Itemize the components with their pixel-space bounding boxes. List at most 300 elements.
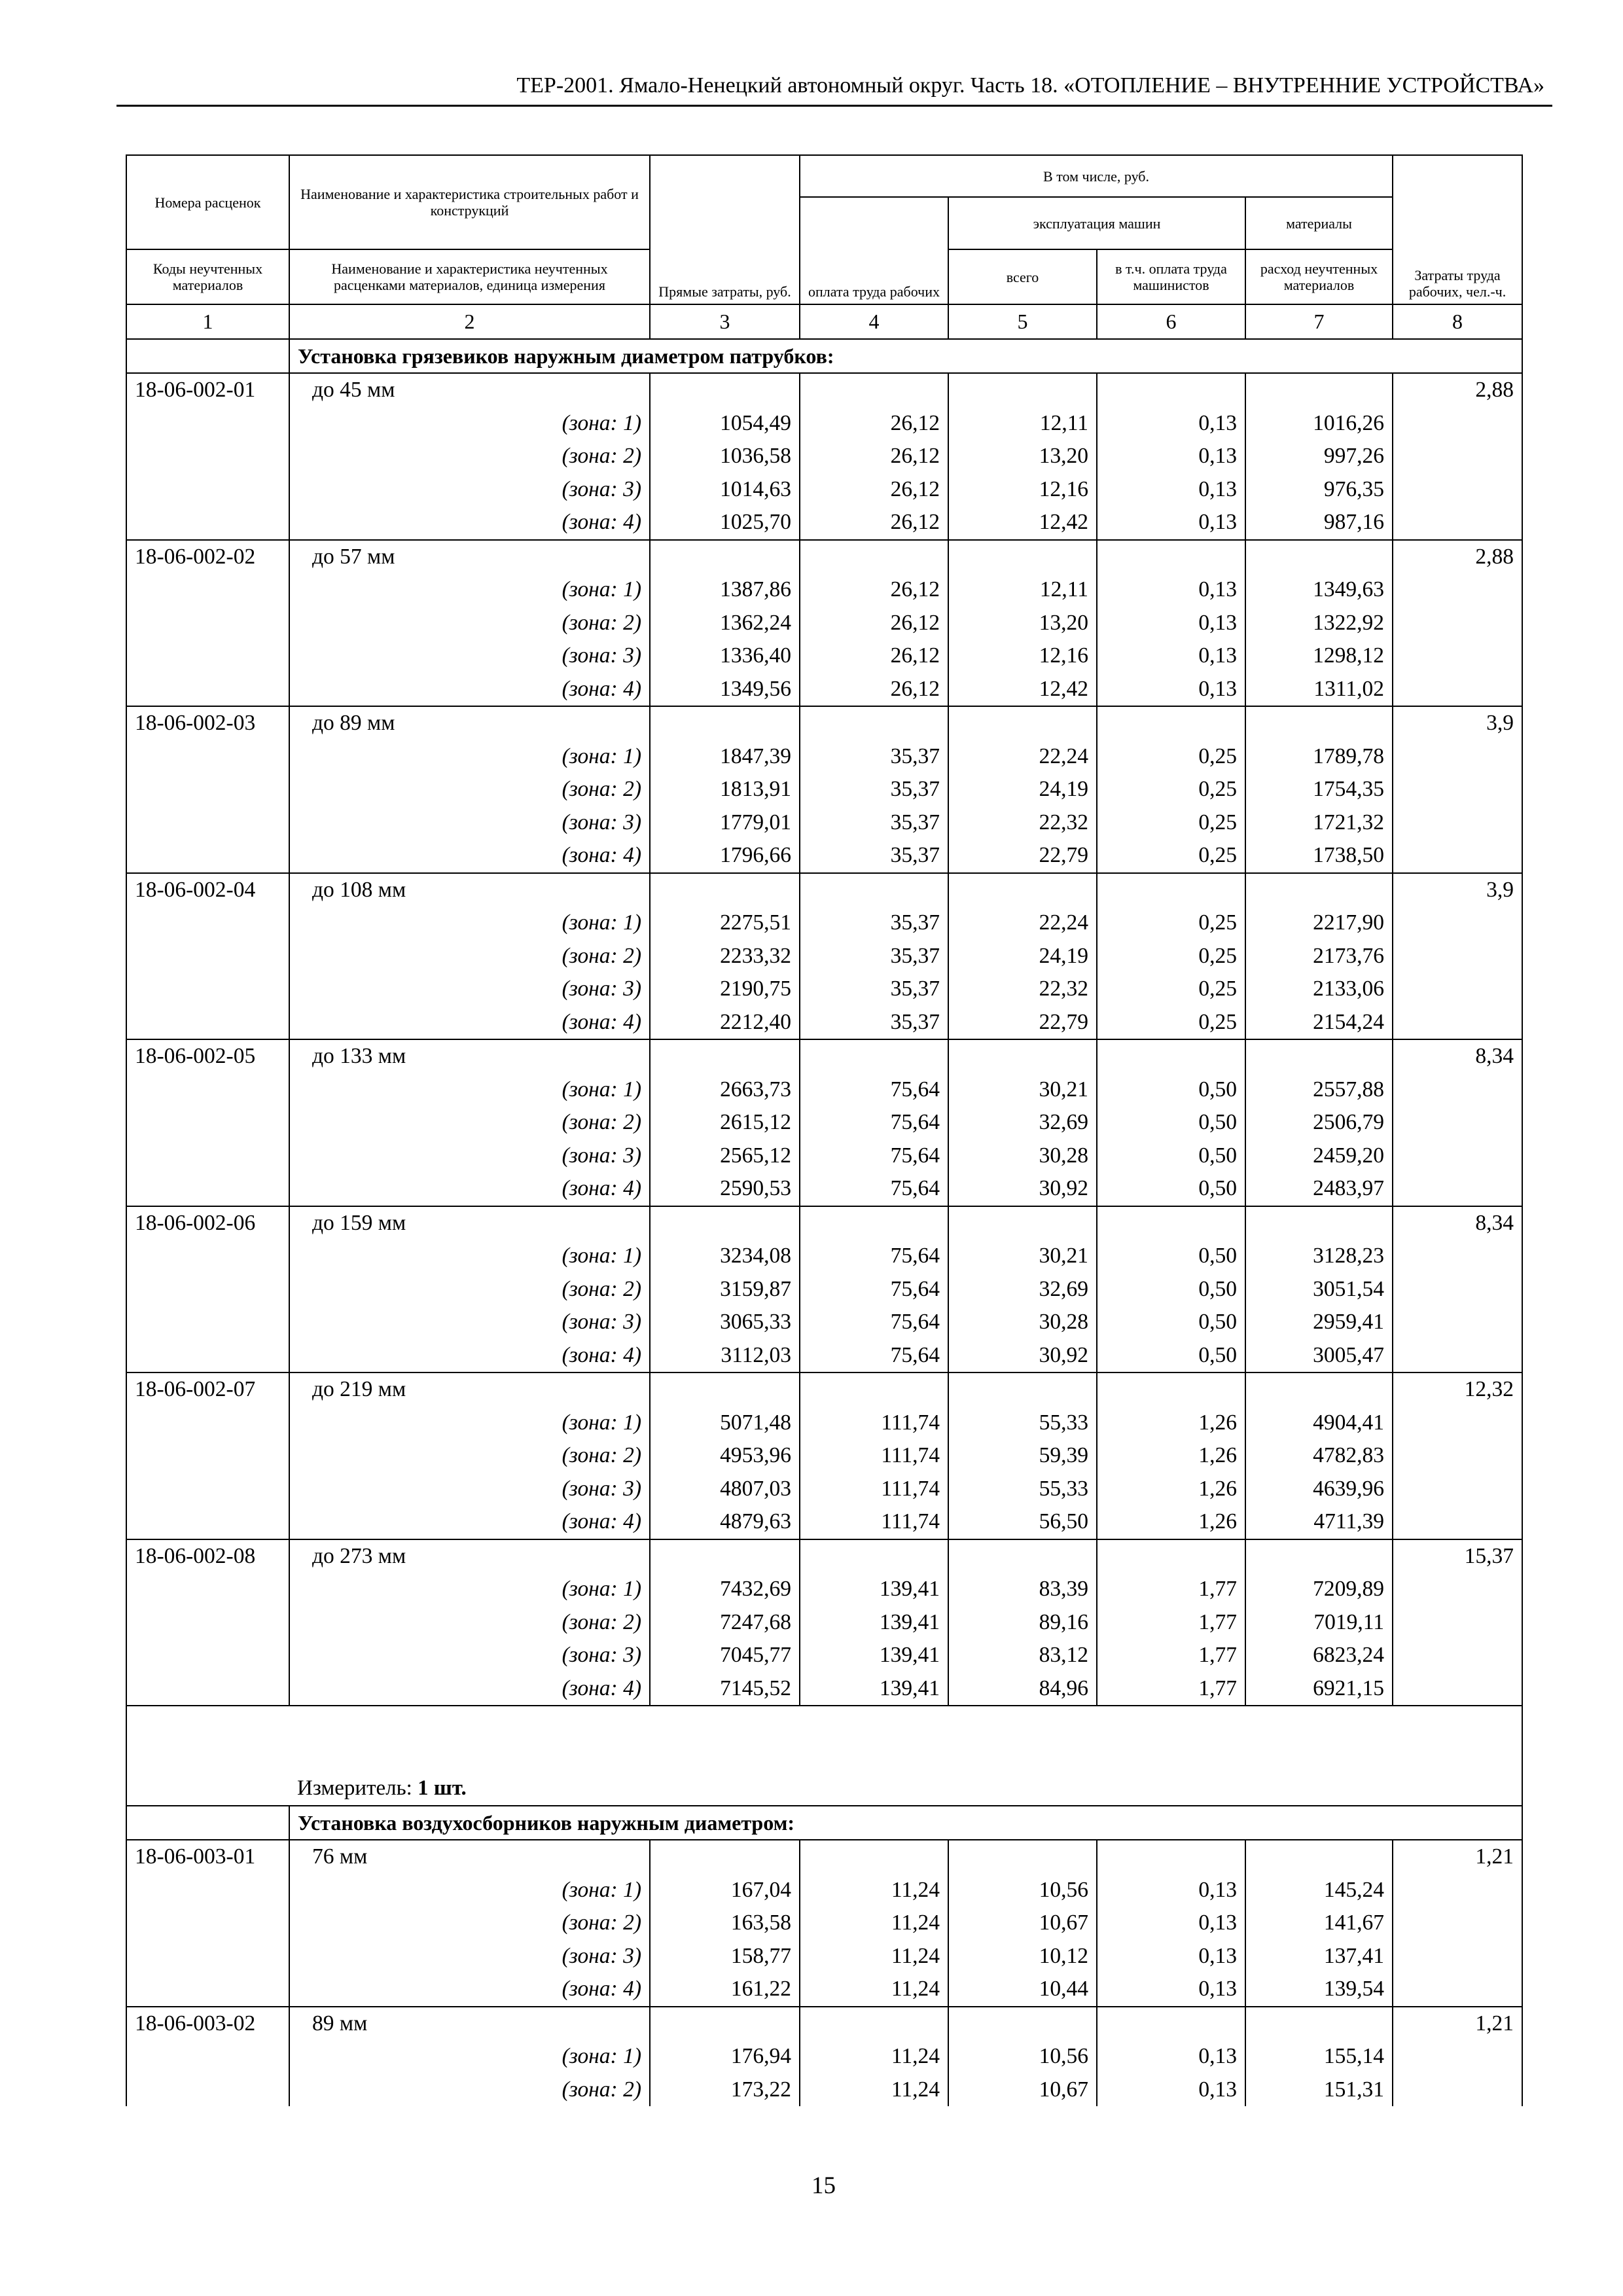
labor-cost: 2,88 <box>1393 373 1522 407</box>
column-number: 2 <box>289 304 650 339</box>
machines-cost: 30,28 <box>948 1306 1097 1339</box>
machines-cost: 12,16 <box>948 473 1097 507</box>
labor-cost: 1,21 <box>1393 1840 1522 1874</box>
zone-label: (зона: 4) <box>289 1505 650 1539</box>
empty-cell <box>1097 2007 1245 2041</box>
empty-cell <box>1245 706 1393 740</box>
labor-cell <box>1393 1407 1522 1440</box>
table-row <box>126 1139 1522 1173</box>
direct-cost: 7145,52 <box>650 1672 800 1706</box>
direct-cost: 2190,75 <box>650 973 800 1006</box>
direct-cost: 1362,24 <box>650 607 800 640</box>
empty-cell <box>800 540 948 574</box>
labor-cell <box>1393 639 1522 673</box>
direct-cost: 4879,63 <box>650 1505 800 1539</box>
zone-label: (зона: 2) <box>289 1439 650 1473</box>
table-row <box>126 706 1522 740</box>
empty-cell <box>800 1039 948 1073</box>
rate-code: 18-06-002-08 <box>126 1539 289 1573</box>
labor-cell <box>1393 806 1522 840</box>
empty-cell <box>650 373 800 407</box>
wages-cost: 35,37 <box>800 973 948 1006</box>
direct-cost: 1025,70 <box>650 506 800 540</box>
drivers-cost: 0,25 <box>1097 940 1245 973</box>
header-rule <box>116 105 1552 107</box>
labor-cost: 15,37 <box>1393 1539 1522 1573</box>
code-cell <box>126 1172 289 1206</box>
col2-top-header: Наименование и характеристика строительных работ и конструкций <box>289 155 650 249</box>
wages-cost: 139,41 <box>800 1606 948 1640</box>
machines-cost: 30,92 <box>948 1339 1097 1373</box>
direct-cost: 1847,39 <box>650 740 800 774</box>
labor-cell <box>1393 740 1522 774</box>
machines-cost: 83,39 <box>948 1573 1097 1606</box>
code-cell <box>126 1240 289 1273</box>
wages-cost: 26,12 <box>800 673 948 707</box>
wages-cost: 139,41 <box>800 1573 948 1606</box>
zone-label: (зона: 2) <box>289 607 650 640</box>
direct-cost: 4807,03 <box>650 1473 800 1506</box>
machines-cost: 10,56 <box>948 2040 1097 2073</box>
table-row <box>126 1539 1522 1573</box>
materials-cost: 139,54 <box>1245 1973 1393 2007</box>
empty-cell <box>800 373 948 407</box>
drivers-cost: 0,13 <box>1097 2040 1245 2073</box>
code-cell <box>126 473 289 507</box>
code-cell <box>126 1606 289 1640</box>
materials-cost: 7209,89 <box>1245 1573 1393 1606</box>
code-cell <box>126 1139 289 1173</box>
table-row <box>126 1940 1522 1973</box>
code-cell <box>126 1073 289 1107</box>
table-row <box>126 1439 1522 1473</box>
code-cell <box>126 1473 289 1506</box>
materials-cost: 2459,20 <box>1245 1139 1393 1173</box>
empty-cell <box>800 873 948 907</box>
zone-label: (зона: 2) <box>289 2073 650 2107</box>
code-cell <box>126 339 289 374</box>
materials-cost: 4782,83 <box>1245 1439 1393 1473</box>
labor-cell <box>1393 1306 1522 1339</box>
code-cell <box>126 973 289 1006</box>
direct-cost: 176,94 <box>650 2040 800 2073</box>
empty-cell <box>1097 540 1245 574</box>
rate-name: до 108 мм <box>289 873 650 907</box>
empty-cell <box>650 1840 800 1874</box>
materials-cost: 1298,12 <box>1245 639 1393 673</box>
incl-header: В том числе, руб. <box>800 155 1393 197</box>
materials-cost: 3005,47 <box>1245 1339 1393 1373</box>
wages-cost: 75,64 <box>800 1139 948 1173</box>
materials-cost: 1311,02 <box>1245 673 1393 707</box>
direct-cost: 1387,86 <box>650 573 800 607</box>
drivers-cost: 0,25 <box>1097 740 1245 774</box>
materials-cost: 1738,50 <box>1245 839 1393 873</box>
empty-cell <box>800 1206 948 1240</box>
empty-cell <box>1097 873 1245 907</box>
labor-cell <box>1393 1672 1522 1706</box>
rate-name: до 273 мм <box>289 1539 650 1573</box>
empty-cell <box>948 540 1097 574</box>
labor-cell <box>1393 506 1522 540</box>
wages-cost: 11,24 <box>800 1907 948 1940</box>
table-row <box>126 973 1522 1006</box>
table-row <box>126 1073 1522 1107</box>
machines-cost: 89,16 <box>948 1606 1097 1640</box>
code-cell <box>126 839 289 873</box>
zone-label: (зона: 3) <box>289 806 650 840</box>
machines-cost: 22,79 <box>948 1006 1097 1040</box>
column-number: 3 <box>650 304 800 339</box>
zone-label: (зона: 4) <box>289 1339 650 1373</box>
empty-cell <box>948 706 1097 740</box>
drivers-cost: 0,25 <box>1097 806 1245 840</box>
table-title-cell <box>126 1706 1522 1772</box>
section-title: Установка грязевиков наружным диаметром патрубков: <box>289 339 1522 374</box>
code-cell <box>126 1806 289 1840</box>
page-number: 15 <box>812 2172 836 2199</box>
machines-cost: 22,32 <box>948 973 1097 1006</box>
labor-cell <box>1393 673 1522 707</box>
labor-cell <box>1393 773 1522 806</box>
wages-cost: 26,12 <box>800 607 948 640</box>
drivers-cost: 0,13 <box>1097 1973 1245 2007</box>
table-row <box>126 1039 1522 1073</box>
direct-cost: 3065,33 <box>650 1306 800 1339</box>
column-number: 7 <box>1245 304 1393 339</box>
empty-cell <box>650 706 800 740</box>
column-number: 8 <box>1393 304 1522 339</box>
wages-cost: 35,37 <box>800 740 948 774</box>
zone-label: (зона: 1) <box>289 1240 650 1273</box>
labor-cell <box>1393 1106 1522 1139</box>
zone-label: (зона: 3) <box>289 1473 650 1506</box>
empty-cell <box>948 373 1097 407</box>
direct-cost: 2565,12 <box>650 1139 800 1173</box>
empty-cell <box>650 540 800 574</box>
zone-label: (зона: 1) <box>289 1874 650 1907</box>
materials-cost: 1322,92 <box>1245 607 1393 640</box>
zone-label: (зона: 1) <box>289 740 650 774</box>
empty-cell <box>800 1840 948 1874</box>
rate-code: 18-06-002-04 <box>126 873 289 907</box>
drivers-cost: 0,50 <box>1097 1073 1245 1107</box>
machines-cost: 10,67 <box>948 1907 1097 1940</box>
labor-cell <box>1393 473 1522 507</box>
labor-cost: 8,34 <box>1393 1039 1522 1073</box>
code-cell <box>126 1505 289 1539</box>
rate-code: 18-06-002-06 <box>126 1206 289 1240</box>
wages-cost: 75,64 <box>800 1106 948 1139</box>
materials-cost: 2483,97 <box>1245 1172 1393 1206</box>
labor-cost: 3,9 <box>1393 873 1522 907</box>
empty-cell <box>1245 1372 1393 1407</box>
drivers-cost: 0,50 <box>1097 1172 1245 1206</box>
drivers-cost: 1,77 <box>1097 1672 1245 1706</box>
machines-cost: 22,79 <box>948 839 1097 873</box>
code-cell <box>126 940 289 973</box>
code-cell <box>126 673 289 707</box>
code-cell <box>126 1306 289 1339</box>
machines-cost: 12,16 <box>948 639 1097 673</box>
drivers-cost: 0,50 <box>1097 1273 1245 1306</box>
labor-cell <box>1393 906 1522 940</box>
code-cell <box>126 1639 289 1672</box>
materials-cost: 987,16 <box>1245 506 1393 540</box>
direct-cost: 1796,66 <box>650 839 800 873</box>
materials-cost: 7019,11 <box>1245 1606 1393 1640</box>
direct-cost: 5071,48 <box>650 1407 800 1440</box>
zone-label: (зона: 2) <box>289 1606 650 1640</box>
table-row <box>126 607 1522 640</box>
machines-cost: 10,67 <box>948 2073 1097 2107</box>
direct-cost: 3234,08 <box>650 1240 800 1273</box>
direct-cost: 7432,69 <box>650 1573 800 1606</box>
drivers-cost: 0,25 <box>1097 973 1245 1006</box>
labor-cell <box>1393 1006 1522 1040</box>
machines-cost: 55,33 <box>948 1407 1097 1440</box>
wages-cost: 35,37 <box>800 839 948 873</box>
direct-cost: 2212,40 <box>650 1006 800 1040</box>
labor-cell <box>1393 1606 1522 1640</box>
drivers-cost: 1,26 <box>1097 1505 1245 1539</box>
empty-cell <box>1245 1039 1393 1073</box>
machines-cost: 24,19 <box>948 773 1097 806</box>
labor-cell <box>1393 573 1522 607</box>
section-title-row <box>126 339 1522 374</box>
drivers-cost: 0,13 <box>1097 506 1245 540</box>
materials-cost: 1721,32 <box>1245 806 1393 840</box>
direct-cost: 1349,56 <box>650 673 800 707</box>
wages-cost: 75,64 <box>800 1073 948 1107</box>
materials-cost: 151,31 <box>1245 2073 1393 2107</box>
wages-cost: 75,64 <box>800 1339 948 1373</box>
table-row <box>126 773 1522 806</box>
labor-cost: 1,21 <box>1393 2007 1522 2041</box>
zone-label: (зона: 2) <box>289 773 650 806</box>
wages-cost: 111,74 <box>800 1505 948 1539</box>
table-row <box>126 440 1522 473</box>
labor-cell <box>1393 407 1522 440</box>
drivers-cost: 0,13 <box>1097 573 1245 607</box>
empty-cell <box>1097 373 1245 407</box>
wages-cost: 26,12 <box>800 573 948 607</box>
rate-name: до 133 мм <box>289 1039 650 1073</box>
drivers-cost: 0,13 <box>1097 2073 1245 2107</box>
materials-cost: 145,24 <box>1245 1874 1393 1907</box>
labor-cell <box>1393 940 1522 973</box>
materials-cost: 3051,54 <box>1245 1273 1393 1306</box>
empty-cell <box>948 2007 1097 2041</box>
wages-cost: 11,24 <box>800 2040 948 2073</box>
machines-cost: 12,42 <box>948 673 1097 707</box>
table-row <box>126 639 1522 673</box>
materials-cost: 4711,39 <box>1245 1505 1393 1539</box>
labor-cell <box>1393 1907 1522 1940</box>
table-row <box>126 1672 1522 1706</box>
materials-cost: 6921,15 <box>1245 1672 1393 1706</box>
zone-label: (зона: 3) <box>289 1306 650 1339</box>
table-row <box>126 1172 1522 1206</box>
rate-code: 18-06-002-01 <box>126 373 289 407</box>
direct-cost: 2663,73 <box>650 1073 800 1107</box>
wages-cost: 11,24 <box>800 2073 948 2107</box>
machines-cost: 22,32 <box>948 806 1097 840</box>
direct-cost: 3112,03 <box>650 1339 800 1373</box>
table-row <box>126 2007 1522 2041</box>
empty-cell <box>650 2007 800 2041</box>
empty-cell <box>650 1206 800 1240</box>
header-title: ТЕР-2001. Ямало-Ненецкий автономный округ. Часть 18. «ОТОПЛЕНИЕ – ВНУТРЕННИЕ УСТРОЙСТВА» <box>516 73 1544 98</box>
labor-cell <box>1393 1439 1522 1473</box>
rate-code: 18-06-002-07 <box>126 1372 289 1407</box>
rate-name: до 89 мм <box>289 706 650 740</box>
wages-cost: 35,37 <box>800 1006 948 1040</box>
direct-cost: 163,58 <box>650 1907 800 1940</box>
table-row <box>126 1206 1522 1240</box>
labor-cell <box>1393 1172 1522 1206</box>
code-cell <box>126 607 289 640</box>
table-row <box>126 407 1522 440</box>
empty-cell <box>650 1372 800 1407</box>
drivers-cost: 0,25 <box>1097 839 1245 873</box>
direct-cost: 1036,58 <box>650 440 800 473</box>
empty-cell <box>1245 1206 1393 1240</box>
table-row <box>126 1306 1522 1339</box>
drivers-cost: 0,13 <box>1097 1874 1245 1907</box>
rate-name: до 45 мм <box>289 373 650 407</box>
labor-cell <box>1393 607 1522 640</box>
materials-cost: 1349,63 <box>1245 573 1393 607</box>
zone-label: (зона: 2) <box>289 440 650 473</box>
code-cell <box>126 1006 289 1040</box>
labor-cell <box>1393 1505 1522 1539</box>
labor-cell <box>1393 1940 1522 1973</box>
materials-cost: 1754,35 <box>1245 773 1393 806</box>
table-row <box>126 1339 1522 1373</box>
table-row <box>126 1573 1522 1606</box>
labor-cell <box>1393 973 1522 1006</box>
column-number: 5 <box>948 304 1097 339</box>
direct-cost: 3159,87 <box>650 1273 800 1306</box>
zone-label: (зона: 4) <box>289 673 650 707</box>
wages-cost: 11,24 <box>800 1940 948 1973</box>
table-row <box>126 1840 1522 1874</box>
drivers-cost: 0,13 <box>1097 607 1245 640</box>
zone-label: (зона: 2) <box>289 940 650 973</box>
machines-cost: 13,20 <box>948 607 1097 640</box>
zone-label: (зона: 2) <box>289 1106 650 1139</box>
wages-cost: 111,74 <box>800 1439 948 1473</box>
table-row <box>126 1505 1522 1539</box>
table-row <box>126 839 1522 873</box>
empty-cell <box>948 1539 1097 1573</box>
header-row-1 <box>126 155 1522 197</box>
table-row <box>126 1006 1522 1040</box>
code-cell <box>126 1672 289 1706</box>
labor-cell <box>1393 1139 1522 1173</box>
rate-name: до 219 мм <box>289 1372 650 1407</box>
labor-cost: 3,9 <box>1393 706 1522 740</box>
col3-header: Прямые затраты, руб. <box>650 155 800 304</box>
zone-label: (зона: 1) <box>289 2040 650 2073</box>
materials-cost: 2217,90 <box>1245 906 1393 940</box>
drivers-cost: 0,25 <box>1097 906 1245 940</box>
table-row <box>126 2040 1522 2073</box>
code-cell <box>126 1973 289 2007</box>
machines-cost: 13,20 <box>948 440 1097 473</box>
column-numbers-row <box>126 304 1522 339</box>
table-row <box>126 506 1522 540</box>
drivers-cost: 0,50 <box>1097 1106 1245 1139</box>
zone-label: (зона: 2) <box>289 1907 650 1940</box>
code-cell <box>126 506 289 540</box>
zone-label: (зона: 3) <box>289 1940 650 1973</box>
direct-cost: 161,22 <box>650 1973 800 2007</box>
table-row <box>126 373 1522 407</box>
zone-label: (зона: 4) <box>289 1973 650 2007</box>
wages-cost: 75,64 <box>800 1172 948 1206</box>
empty-cell <box>800 1539 948 1573</box>
drivers-cost: 0,13 <box>1097 473 1245 507</box>
machines-cost: 56,50 <box>948 1505 1097 1539</box>
drivers-cost: 0,25 <box>1097 773 1245 806</box>
wages-cost: 11,24 <box>800 1973 948 2007</box>
column-number: 1 <box>126 304 289 339</box>
machines-cost: 10,12 <box>948 1940 1097 1973</box>
machines-cost: 84,96 <box>948 1672 1097 1706</box>
table-row <box>126 1372 1522 1407</box>
wages-cost: 35,37 <box>800 906 948 940</box>
drivers-cost: 0,13 <box>1097 440 1245 473</box>
rate-name: 76 мм <box>289 1840 650 1874</box>
code-cell <box>126 740 289 774</box>
section-title-row <box>126 1806 1522 1840</box>
table-row <box>126 873 1522 907</box>
labor-cell <box>1393 1339 1522 1373</box>
code-cell <box>126 1273 289 1306</box>
rates-table <box>126 154 1523 2106</box>
table-row <box>126 806 1522 840</box>
table-row <box>126 940 1522 973</box>
code-cell <box>126 1940 289 1973</box>
zone-label: (зона: 1) <box>289 1573 650 1606</box>
zone-label: (зона: 1) <box>289 906 650 940</box>
drivers-cost: 0,50 <box>1097 1306 1245 1339</box>
drivers-cost: 1,26 <box>1097 1407 1245 1440</box>
table-row <box>126 573 1522 607</box>
labor-cell <box>1393 839 1522 873</box>
measure-cell <box>289 1772 1522 1806</box>
wages-cost: 75,64 <box>800 1306 948 1339</box>
labor-cell <box>1393 1273 1522 1306</box>
zone-label: (зона: 3) <box>289 1139 650 1173</box>
drivers-cost: 1,77 <box>1097 1606 1245 1640</box>
empty-cell <box>1245 2007 1393 2041</box>
col1-top-header: Номера расценок <box>126 155 289 249</box>
zone-label: (зона: 3) <box>289 1639 650 1672</box>
zone-label: (зона: 4) <box>289 506 650 540</box>
drivers-cost: 0,50 <box>1097 1240 1245 1273</box>
empty-cell <box>1097 706 1245 740</box>
empty-cell <box>800 2007 948 2041</box>
materials-cost: 2506,79 <box>1245 1106 1393 1139</box>
empty-cell <box>1245 1840 1393 1874</box>
direct-cost: 173,22 <box>650 2073 800 2107</box>
col8-header: Затраты труда рабочих, чел.-ч. <box>1393 155 1522 304</box>
table-row <box>126 1874 1522 1907</box>
drivers-cost: 0,50 <box>1097 1139 1245 1173</box>
